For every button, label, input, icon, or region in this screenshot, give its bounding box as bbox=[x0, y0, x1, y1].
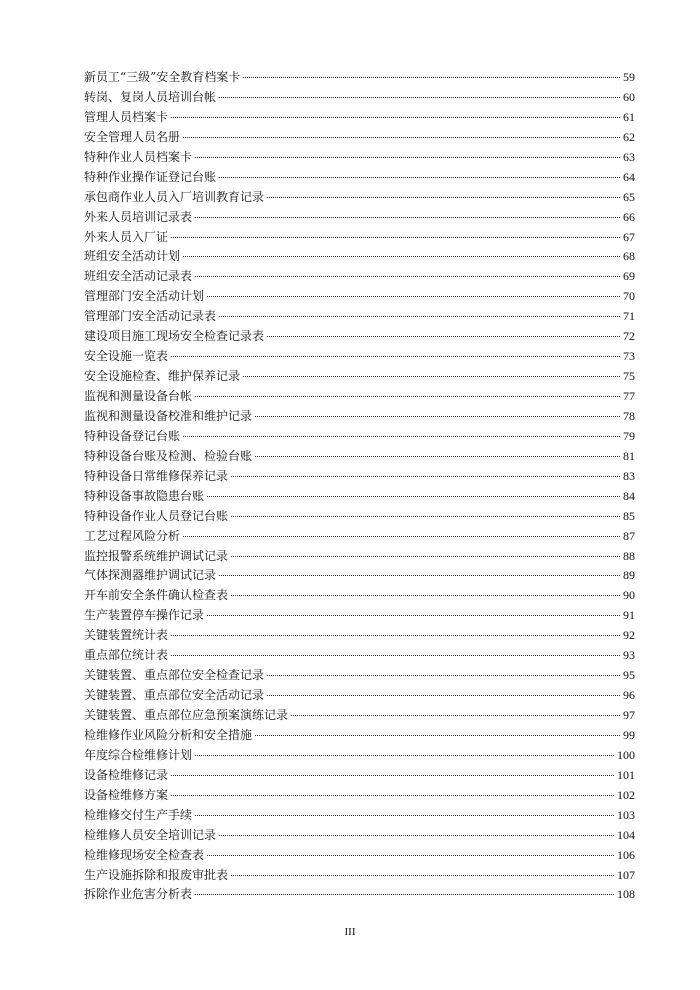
toc-entry-title: 特种设备日常维修保养记录 bbox=[84, 468, 229, 483]
dot-leader bbox=[231, 875, 614, 876]
toc-entry-title: 重点部位统计表 bbox=[84, 648, 169, 663]
dot-leader bbox=[195, 894, 614, 895]
toc-entry-page-number: 100 bbox=[617, 747, 635, 762]
toc-entry-page-number: 79 bbox=[623, 428, 635, 443]
toc-entry-title: 监控报警系统维护调试记录 bbox=[84, 548, 229, 563]
dot-leader bbox=[231, 516, 620, 517]
toc-entry[interactable] bbox=[84, 267, 635, 287]
toc-entry-title: 检维修人员安全培训记录 bbox=[84, 827, 217, 842]
toc-entry-page-number: 77 bbox=[623, 389, 635, 403]
toc-entry-title: 特种设备登记台账 bbox=[84, 428, 181, 443]
toc-entry-title: 安全设施检查、维护保养记录 bbox=[84, 369, 241, 384]
dot-leader bbox=[195, 276, 620, 277]
toc-entry-title: 管理部门安全活动计划 bbox=[84, 289, 205, 304]
toc-entry[interactable] bbox=[84, 606, 635, 626]
toc-entry-page-number: 108 bbox=[617, 887, 635, 902]
toc-entry-page-number: 70 bbox=[623, 289, 635, 304]
dot-leader bbox=[207, 855, 614, 856]
dot-leader bbox=[195, 217, 620, 218]
toc-entry-page-number: 99 bbox=[623, 727, 635, 742]
toc-entry[interactable] bbox=[84, 826, 635, 846]
toc-entry-title: 生产装置停车操作记录 bbox=[84, 608, 205, 623]
dot-leader bbox=[243, 376, 620, 377]
toc-entry-title: 气体探测器维护调试记录 bbox=[84, 568, 217, 583]
toc-entry[interactable] bbox=[84, 287, 635, 307]
toc-entry[interactable] bbox=[84, 846, 635, 866]
dot-leader bbox=[183, 137, 620, 138]
toc-entry[interactable] bbox=[84, 786, 635, 806]
toc-entry-page-number: 93 bbox=[623, 648, 635, 663]
toc-entry[interactable] bbox=[84, 168, 635, 188]
toc-entry[interactable] bbox=[84, 646, 635, 666]
dot-leader bbox=[267, 675, 620, 676]
toc-entry[interactable] bbox=[84, 447, 635, 467]
toc-entry-title: 监视和测量设备校准和维护记录 bbox=[84, 408, 253, 423]
page-number: III bbox=[344, 926, 356, 938]
dot-leader bbox=[171, 356, 620, 357]
toc-entry-title: 管理人员档案卡 bbox=[84, 109, 169, 124]
toc-entry-page-number: 59 bbox=[623, 70, 635, 84]
toc-entry[interactable] bbox=[84, 626, 635, 646]
toc-entry-page-number: 95 bbox=[623, 668, 635, 683]
toc-entry[interactable] bbox=[84, 128, 635, 148]
toc-entry[interactable] bbox=[84, 347, 635, 367]
toc-entry[interactable] bbox=[84, 467, 635, 487]
dot-leader bbox=[195, 396, 620, 397]
toc-entry[interactable] bbox=[84, 427, 635, 447]
toc-entry-page-number: 106 bbox=[617, 847, 635, 862]
toc-entry-page-number: 87 bbox=[623, 528, 635, 543]
toc-entry-page-number: 61 bbox=[623, 109, 635, 124]
dot-leader bbox=[267, 197, 620, 198]
dot-leader bbox=[195, 815, 614, 816]
toc-entry-title: 拆除作业危害分析表 bbox=[84, 887, 193, 902]
toc-entry-page-number: 90 bbox=[623, 588, 635, 603]
toc-entry-page-number: 62 bbox=[623, 129, 635, 144]
toc-entry[interactable] bbox=[84, 706, 635, 726]
toc-entry-title: 班组安全活动记录表 bbox=[84, 269, 193, 284]
toc-entry-page-number: 83 bbox=[623, 468, 635, 483]
toc-entry-page-number: 96 bbox=[623, 688, 635, 703]
toc-entry[interactable] bbox=[84, 666, 635, 686]
toc-entry-page-number: 78 bbox=[623, 408, 635, 423]
dot-leader bbox=[171, 635, 620, 636]
toc-entry[interactable] bbox=[84, 507, 635, 527]
toc-entry-page-number: 81 bbox=[623, 448, 635, 463]
dot-leader bbox=[267, 695, 620, 696]
dot-leader bbox=[171, 795, 614, 796]
dot-leader bbox=[207, 296, 620, 297]
toc-entry[interactable] bbox=[84, 327, 635, 347]
toc-entry-title: 特种设备事故隐患台账 bbox=[84, 488, 205, 503]
toc-entry[interactable] bbox=[84, 68, 635, 88]
table-of-contents bbox=[84, 68, 635, 905]
dot-leader bbox=[195, 755, 614, 756]
dot-leader bbox=[171, 237, 620, 238]
toc-entry[interactable] bbox=[84, 726, 635, 746]
toc-entry-title: 管理部门安全活动记录表 bbox=[84, 309, 217, 324]
toc-entry[interactable] bbox=[84, 566, 635, 586]
toc-entry-page-number: 65 bbox=[623, 189, 635, 204]
toc-entry[interactable] bbox=[84, 885, 635, 905]
toc-entry-title: 生产设施拆除和报废审批表 bbox=[84, 867, 229, 882]
toc-entry[interactable] bbox=[84, 806, 635, 826]
dot-leader bbox=[267, 336, 620, 337]
toc-entry-page-number: 104 bbox=[617, 827, 635, 842]
dot-leader bbox=[171, 655, 620, 656]
toc-entry-page-number: 66 bbox=[623, 209, 635, 224]
toc-entry-page-number: 84 bbox=[623, 488, 635, 503]
toc-entry-title: 特种作业操作证登记台账 bbox=[84, 169, 217, 184]
toc-entry-page-number: 92 bbox=[623, 628, 635, 643]
toc-entry-title: 关键装置统计表 bbox=[84, 628, 169, 643]
toc-entry[interactable] bbox=[84, 686, 635, 706]
toc-entry-title: 开车前安全条件确认检查表 bbox=[84, 588, 229, 603]
toc-entry-title: 特种设备作业人员登记台账 bbox=[84, 508, 229, 523]
toc-entry-title: 检维修交付生产手续 bbox=[84, 807, 193, 822]
toc-entry[interactable] bbox=[84, 148, 635, 168]
dot-leader bbox=[219, 316, 620, 317]
toc-entry-page-number: 60 bbox=[623, 89, 635, 104]
toc-entry-title: 关键装置、重点部位安全检查记录 bbox=[84, 668, 265, 683]
toc-entry-title: 建设项目施工现场安全检查记录表 bbox=[84, 329, 265, 344]
toc-entry-title: 检维修作业风险分析和安全措施 bbox=[84, 727, 253, 742]
toc-entry-page-number: 107 bbox=[617, 867, 635, 882]
toc-entry-title: 外来人员培训记录表 bbox=[84, 209, 193, 224]
toc-entry-page-number: 72 bbox=[623, 329, 635, 344]
toc-entry[interactable] bbox=[84, 487, 635, 507]
toc-entry-title: 外来人员入厂证 bbox=[84, 229, 169, 244]
toc-entry-title: 关键装置、重点部位应急预案演练记录 bbox=[84, 708, 289, 722]
toc-entry-title: 年度综合检维修计划 bbox=[84, 747, 193, 762]
toc-entry[interactable] bbox=[84, 247, 635, 267]
toc-entry[interactable] bbox=[84, 586, 635, 606]
toc-entry-title: 班组安全活动计划 bbox=[84, 249, 181, 264]
toc-entry-page-number: 103 bbox=[617, 807, 635, 822]
toc-entry-page-number: 97 bbox=[623, 708, 635, 722]
toc-entry-page-number: 75 bbox=[623, 369, 635, 384]
toc-entry-title: 检维修现场安全检查表 bbox=[84, 847, 205, 862]
toc-entry-page-number: 64 bbox=[623, 169, 635, 184]
toc-entry-title: 特种作业人员档案卡 bbox=[84, 149, 193, 164]
dot-leader bbox=[243, 77, 620, 78]
toc-entry-title: 设备检维修记录 bbox=[84, 767, 169, 782]
toc-entry[interactable] bbox=[84, 188, 635, 208]
dot-leader bbox=[219, 835, 614, 836]
toc-entry[interactable] bbox=[84, 387, 635, 407]
toc-entry[interactable] bbox=[84, 866, 635, 886]
dot-leader bbox=[231, 595, 620, 596]
dot-leader bbox=[291, 715, 620, 716]
toc-entry-title: 承包商作业人员入厂培训教育记录 bbox=[84, 189, 265, 204]
dot-leader bbox=[219, 97, 620, 98]
toc-entry-page-number: 69 bbox=[623, 269, 635, 284]
dot-leader bbox=[207, 615, 620, 616]
toc-entry[interactable] bbox=[84, 307, 635, 327]
toc-entry-page-number: 101 bbox=[617, 767, 635, 782]
toc-entry[interactable] bbox=[84, 367, 635, 387]
toc-entry-title: 转岗、复岗人员培训台帐 bbox=[84, 89, 217, 104]
toc-entry-page-number: 71 bbox=[623, 309, 635, 324]
toc-entry[interactable] bbox=[84, 228, 635, 248]
dot-leader bbox=[171, 117, 620, 118]
toc-entry-title: 关键装置、重点部位安全活动记录 bbox=[84, 688, 265, 703]
toc-entry-page-number: 73 bbox=[623, 349, 635, 364]
toc-entry-page-number: 91 bbox=[623, 608, 635, 623]
toc-entry[interactable] bbox=[84, 407, 635, 427]
toc-entry[interactable] bbox=[84, 547, 635, 567]
dot-leader bbox=[231, 476, 620, 477]
dot-leader bbox=[255, 456, 620, 457]
toc-entry-page-number: 68 bbox=[623, 249, 635, 264]
dot-leader bbox=[219, 575, 620, 576]
toc-entry-title: 安全设施一览表 bbox=[84, 349, 169, 364]
toc-entry-page-number: 88 bbox=[623, 548, 635, 563]
dot-leader bbox=[171, 775, 614, 776]
toc-entry-page-number: 67 bbox=[623, 229, 635, 244]
toc-entry-title: 新员工“三级”安全教育档案卡 bbox=[84, 70, 241, 84]
dot-leader bbox=[255, 735, 620, 736]
dot-leader bbox=[183, 436, 620, 437]
toc-entry[interactable] bbox=[84, 88, 635, 108]
toc-entry-title: 工艺过程风险分析 bbox=[84, 528, 181, 543]
toc-entry-page-number: 102 bbox=[617, 787, 635, 802]
dot-leader bbox=[231, 556, 620, 557]
toc-entry[interactable] bbox=[84, 108, 635, 128]
toc-entry-page-number: 89 bbox=[623, 568, 635, 583]
toc-entry-title: 特种设备台账及检测、检验台账 bbox=[84, 448, 253, 463]
toc-entry-title: 设备检维修方案 bbox=[84, 787, 169, 802]
toc-entry[interactable] bbox=[84, 766, 635, 786]
toc-entry-title: 监视和测量设备台帐 bbox=[84, 389, 193, 403]
dot-leader bbox=[183, 256, 620, 257]
toc-entry-page-number: 85 bbox=[623, 508, 635, 523]
dot-leader bbox=[195, 157, 620, 158]
toc-entry[interactable] bbox=[84, 746, 635, 766]
toc-entry[interactable] bbox=[84, 208, 635, 228]
dot-leader bbox=[207, 496, 620, 497]
toc-entry[interactable] bbox=[84, 527, 635, 547]
dot-leader bbox=[219, 177, 620, 178]
toc-entry-page-number: 63 bbox=[623, 149, 635, 164]
toc-entry-title: 安全管理人员名册 bbox=[84, 129, 181, 144]
dot-leader bbox=[183, 536, 620, 537]
dot-leader bbox=[255, 416, 620, 417]
